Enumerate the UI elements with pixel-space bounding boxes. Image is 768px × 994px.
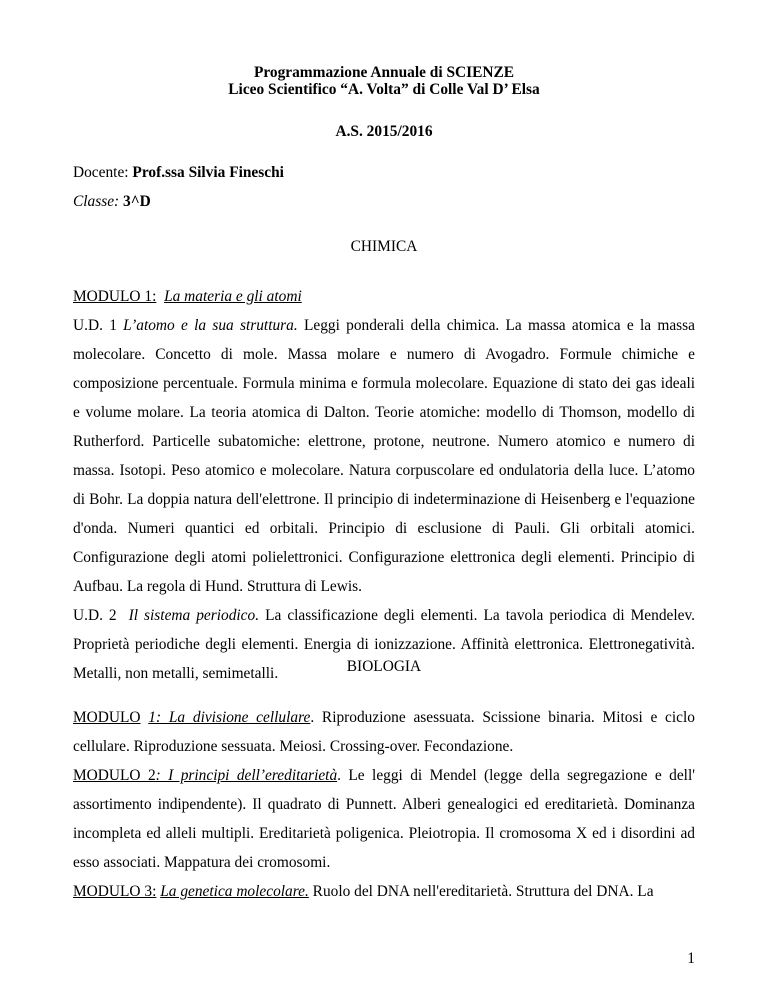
chemistry-title: CHIMICA bbox=[350, 238, 418, 255]
module-text: . Riproduzione asessuata. Scissione binaria. Mitosi e ciclo cellulare. Riproduzione sessuata. Meiosi. Crossing-over. Fecondazione. bbox=[73, 709, 695, 755]
module-text: Ruolo del DNA nell'ereditarietà. Struttura del DNA. La bbox=[308, 883, 654, 900]
module-title: La materia e gli atomi bbox=[164, 288, 302, 305]
ud-2-title: Il sistema periodico. bbox=[128, 607, 260, 624]
header-title: Programmazione Annuale di SCIENZE bbox=[253, 64, 515, 81]
header-school: Liceo Scientifico “A. Volta” di Colle Val D’ Elsa bbox=[228, 81, 540, 98]
module-label: MODULO 3: bbox=[73, 883, 157, 900]
biology-title: BIOLOGIA bbox=[346, 658, 422, 675]
biology-content bbox=[73, 703, 695, 906]
document-header bbox=[0, 64, 768, 98]
class-label: Classe: bbox=[73, 193, 120, 210]
page-number: 1 bbox=[687, 950, 695, 967]
module-label: MODULO 2 bbox=[73, 767, 156, 784]
module-title: : I principi dell’ereditarietà bbox=[155, 767, 338, 784]
module-title: 1: La divisione cellulare bbox=[148, 709, 311, 726]
ud-1-title: L’atomo e la sua struttura. bbox=[123, 317, 298, 334]
ud-1-text: Leggi ponderali della chimica. La massa atomica e la massa molecolare. Concetto di mole. Massa molare e numero di Avogadro. Formule chimiche e composizione percentuale. Formula minima e formula molecolare. Equazione di stato dei gas ideali e volume molare. La teoria atomica di Dalton. Teorie atomiche: modello di Thomson, modello di Rutherford. Particelle subatomiche: elettrone, protone, neutrone. Numero atomico e numero di massa. Isotopi. Peso atomico e molecolare. Natura corpuscolare ed ondulatoria della luce. L’atomo di Bohr. La doppia natura dell'elettrone. Il principio di indeterminazione di Heisenberg e l'equazione d'onda. Numeri quantici ed orbitali. Principio di esclusione di Pauli. Gli orbitali atomici. Configurazione degli atomi polielettronici. Configurazione elettronica degli elementi. Principio di Aufbau. La regola di Hund. Struttura di Lewis. bbox=[73, 317, 695, 595]
ud-2-text: La classificazione degli elementi. La tavola periodica di Mendelev. Proprietà periodiche degli elementi. Energia di ionizzazione. Affinità elettronica. Elettronegatività. Metalli, non metalli, semimetalli. bbox=[73, 607, 695, 682]
module-label: MODULO 1: bbox=[73, 288, 157, 305]
teacher-label: Docente: bbox=[73, 164, 129, 181]
chemistry-module-1-heading bbox=[73, 282, 695, 311]
class-line bbox=[73, 193, 151, 211]
ud-1-label: U.D. 1 bbox=[73, 317, 117, 334]
ud-1-paragraph bbox=[73, 311, 695, 601]
module-label: MODULO bbox=[73, 709, 141, 726]
module-title: La genetica molecolare. bbox=[160, 883, 309, 900]
ud-2-label: U.D. 2 bbox=[73, 607, 117, 624]
module-text: . Le leggi di Mendel (legge della segregazione e dell' assortimento indipendente). Il quadrato di Punnett. Alberi genealogici ed ereditarietà. Dominanza incompleta ed alleli multipli. Ereditarietà poligenica. Pleiotropia. Il cromosoma X ed i disordini ad esso associati. Mappatura dei cromosomi. bbox=[73, 767, 696, 871]
school-year: A.S. 2015/2016 bbox=[335, 123, 433, 140]
chemistry-content bbox=[73, 282, 695, 688]
biology-module-2-paragraph bbox=[73, 761, 695, 877]
teacher-line bbox=[73, 164, 284, 182]
biology-module-1-paragraph bbox=[73, 703, 695, 761]
teacher-name: Prof.ssa Silvia Fineschi bbox=[132, 164, 284, 181]
biology-module-3-paragraph bbox=[73, 877, 695, 906]
class-value: 3^D bbox=[123, 193, 151, 210]
